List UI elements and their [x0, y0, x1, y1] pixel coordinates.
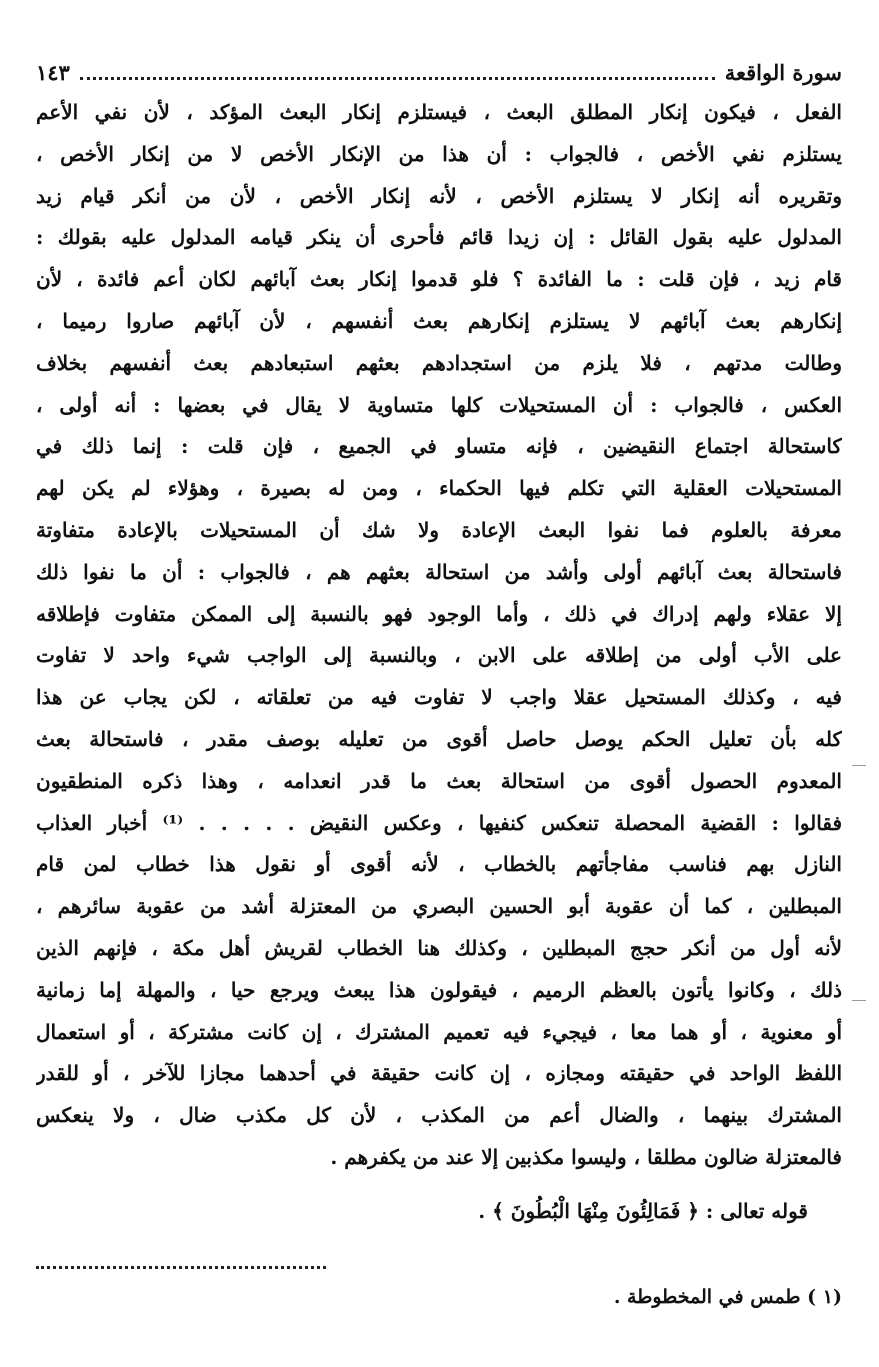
text-line: اللفظ الواحد في حقيقته ومجازه ، إن كانت حقيقة في أحدهما مجازا للآخر ، أو للقدر — [36, 1061, 842, 1086]
text-line: ذلك ، وكانوا يأتون بالعظم الرميم ، فيقولون هذا يبعث ويرجع حيا ، والمهلة إما زمانية — [36, 977, 842, 1002]
quranic-verse: قوله تعالى : ﴿ فَمَالِئُونَ مِنْهَا الْبُطُونَ ﴾ . — [478, 1198, 808, 1223]
surah-title: سورة الواقعة — [724, 59, 842, 85]
footnote-divider — [36, 1266, 326, 1269]
body-text — [36, 92, 842, 1235]
text-line: الفعل ، فيكون إنكار المطلق البعث ، فيستلزم إنكار البعث المؤكد ، لأن نفي الأعم — [36, 100, 842, 124]
header-dotted-leader — [80, 77, 715, 80]
text-line: فيه ، وكذلك المستحيل عقلا واجب لا تفاوت فيه من تعلقاته ، لكن يجاب عن هذا — [36, 685, 842, 710]
text-line: العكس ، فالجواب : أن المستحيلات كلها متساوية لا يقال في بعضها : أنه أولى ، — [36, 392, 842, 417]
text-line: على الأب أولى من إطلاقه على الابن ، وبالنسبة إلى الواجب شيء واحد لا تفاوت — [36, 643, 842, 668]
footnote: (١ ) طمس في المخطوطة . — [613, 1286, 842, 1308]
document-page — [36, 40, 842, 1340]
text-line: وطالت مدتهم ، فلا يلزم من استجدادهم بعثهم استبعادهم بعث أنفسهم بخلاف — [36, 350, 842, 375]
text-line: النازل بهم فناسب مفاجأتهم بالخطاب ، لأنه أقوى أو نقول هذا خطاب لمن قام — [36, 852, 842, 877]
page-number: ١٤٣ — [36, 59, 70, 85]
text-line: إلا عقلاء ولهم إدراك في ذلك ، وأما الوجود فهو بالنسبة إلى الممكن متفاوت فإطلاقه — [36, 601, 842, 626]
text-line: أو معنوية ، أو هما معا ، فيجيء فيه تعميم المشترك ، إن كانت مشتركة ، أو استعمال — [36, 1019, 842, 1044]
text-line: وتقريره أنه إنكار لا يستلزم الأخص ، لأنه إنكار الأخص ، لأن من أنكر قيام زيد — [36, 183, 842, 208]
text-line: كاستحالة اجتماع النقيضين ، فإنه متساو في الجميع ، فإن قلت : إنما ذلك في — [36, 434, 842, 459]
text-line: لأنه أول من أنكر حجج المبطلين ، وكذلك هنا الخطاب لقريش أهل مكة ، فإنهم الذين — [36, 935, 842, 960]
running-header — [36, 52, 842, 92]
text-line: المبطلين ، كما أن عقوبة أبو الحسين البصري من المعتزلة أشد من عقوبة سائرهم ، — [36, 894, 842, 919]
text-line: المدلول عليه بقول القائل : إن زيدا قائم فأحرى أن ينكر قيامه المدلول عليه بقولك : — [36, 225, 842, 250]
text-line: المعدوم الحصول أقوى من استحالة بعث ما قدر انعدامه ، وهذا ذكره المنطقيون — [36, 768, 842, 793]
text-line: معرفة بالعلوم فما نفوا البعث الإعادة ولا شك أن المستحيلات بالإعادة متفاوتة — [36, 517, 842, 542]
text-line: فقالوا : القضية المحصلة تنعكس كنفيها ، وعكس النقيض . . . . . ⁽¹⁾ أخبار العذاب — [36, 810, 842, 835]
text-line: المشترك بينهما ، والضال أعم من المكذب ، لأن كل مكذب ضال ، ولا ينعكس — [36, 1103, 842, 1128]
text-line: فالمعتزلة ضالون مطلقا ، وليسوا مكذبين إلا عند من يكفرهم . — [330, 1144, 842, 1169]
text-line: يستلزم نفي الأخص ، فالجواب : أن هذا من الإنكار الأخص لا من إنكار الأخص ، — [36, 141, 842, 166]
text-line: فاستحالة بعث آبائهم أولى وأشد من استحالة بعثهم هم ، فالجواب : أن ما نفوا ذلك — [36, 559, 842, 584]
text-line: قام زيد ، فإن قلت : ما الفائدة ؟ فلو قدموا إنكار بعث آبائهم لكان أعم فائدة ، لأن — [36, 267, 842, 292]
text-line: كله بأن تعليل الحكم يوصل حاصل أقوى من تعليله بوصف مقدر ، فاستحالة بعث — [36, 726, 842, 751]
margin-mark — [852, 1000, 866, 1001]
text-line: المستحيلات العقلية التي تكلم فيها الحكماء ، ومن له بصيرة ، وهؤلاء لم يكن لهم — [36, 476, 842, 501]
text-line: إنكارهم بعث آبائهم لا يستلزم إنكارهم بعث أنفسهم ، لأن آبائهم صاروا رميما ، — [36, 308, 842, 333]
margin-mark — [852, 765, 866, 766]
